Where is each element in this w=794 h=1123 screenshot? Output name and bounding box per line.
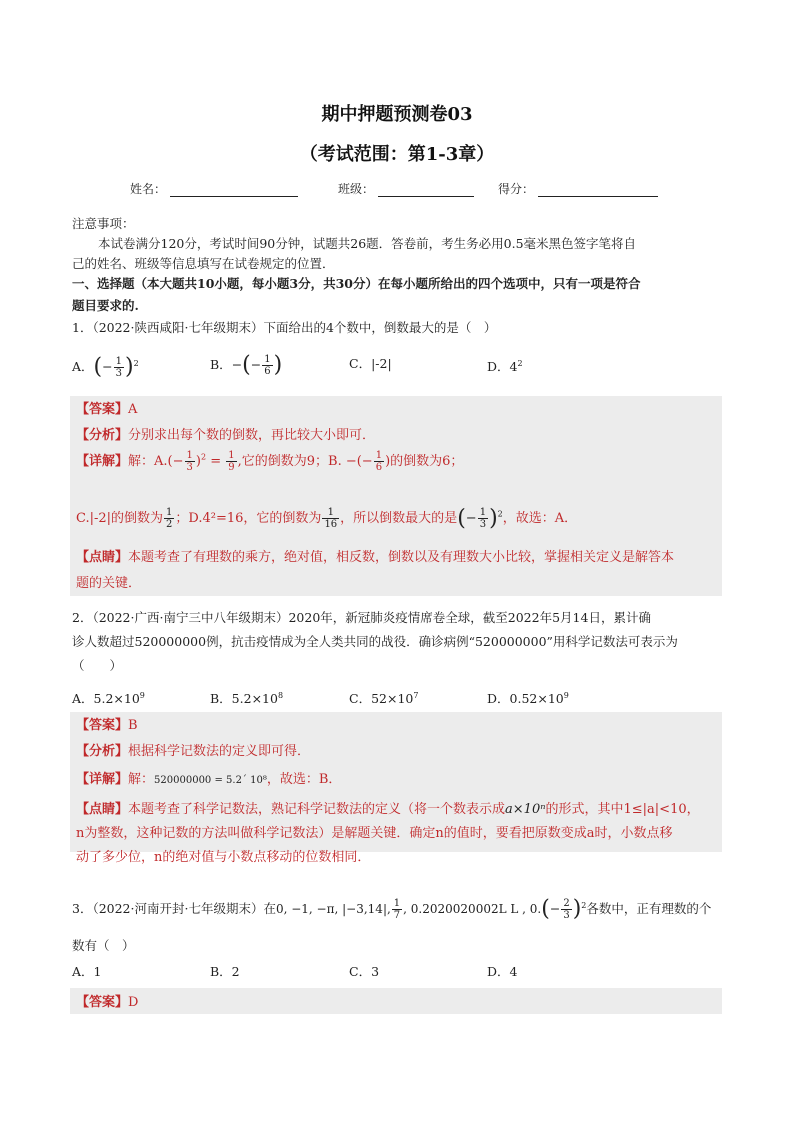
q3-option-b: B．2	[210, 964, 240, 979]
q2-option-d: D．$0.52\times 10^9$	[487, 691, 569, 707]
q2-stem-1: 2．（2022·广西·南宁三中八年级期末）2020年，新冠肺炎疫情席卷全球，截至2022年5月14日，累计确	[72, 610, 651, 625]
q2-stem-3: （ ）	[72, 658, 123, 673]
q1-option-a: A．(− $\frac{1}{3}$ )$^2$	[72, 354, 139, 380]
q1-point-1: 【点睛】本题考查了有理数的乘方，绝对值，相反数，倒数以及有理数大小比较，掌握相关定义是解答本	[76, 550, 675, 565]
q1-solution	[70, 396, 722, 596]
q1-options	[72, 354, 722, 384]
q1-point-2: 题的关键．	[76, 576, 142, 591]
q2-point-1: 【点睛】本题考查了科学记数法，熟记科学记数法的定义（将一个数表示成a×10ⁿ的形式，其中1≤|a|<10，	[76, 802, 700, 817]
q2-options	[72, 686, 722, 706]
q1-option-d: D．$4^2$	[487, 359, 523, 375]
q1-detail-1: 【详解】解：A.(− $\frac{1}{3}$ )$^2$ = $\frac{1}{9}$ ,它的倒数为9；B. −(− $\frac{1}{6}$ )的倒数为6；	[76, 450, 464, 473]
name-blank[interactable]	[170, 184, 298, 197]
class-blank[interactable]	[378, 184, 474, 197]
q2-stem-2: 诊人数超过520000000例，抗击疫情成为全人类共同的战役．确诊病例“520000000”用科学记数法可表示为	[72, 634, 678, 649]
q1-stem: 1．（2022·陕西咸阳·七年级期末）下面给出的4个数中，倒数最大的是（ ）	[72, 320, 497, 335]
q2-solution	[70, 712, 722, 865]
q3-answer: 【答案】D	[76, 995, 139, 1010]
q2-answer: 【答案】B	[76, 718, 138, 733]
q3-stem-1: 3．（2022·河南开封·七年级期末）在0, −1, −π, |−3,14|, $\frac{1}{7}$ , 0.2020020002L L , 0.(− $\frac{2}{3}$ )$^2$各数中，正有理数的个	[72, 896, 712, 922]
q2-analysis: 【分析】根据科学记数法的定义即可得．	[76, 744, 311, 759]
q1-analysis: 【分析】分别求出每个数的倒数，再比较大小即可．	[76, 428, 376, 443]
q2-point-3: 动了多少位，n的绝对值与小数点移动的位数相同．	[76, 850, 371, 865]
q3-stem-2: 数有（ ）	[72, 938, 135, 953]
score-field[interactable]: 得分：	[498, 180, 658, 197]
q3-option-c: C．3	[349, 964, 380, 979]
notes-line-1: 本试卷满分120分，考试时间90分钟，试题共26题．答卷前，考生务必用0.5毫米黑色签字笔将自	[98, 236, 637, 251]
exam-title: 期中押题预测卷03	[321, 104, 473, 125]
section-heading-1: 一、选择题（本大题共10小题，每小题3分，共30分）在每小题所给出的四个选项中，只有一项是符合	[72, 276, 641, 291]
q3-option-a: A．1	[72, 964, 102, 979]
q1-option-c: C．|-2|	[349, 356, 392, 371]
q1-answer: 【答案】A	[76, 402, 138, 417]
q1-option-b: B．−(− $\frac{1}{6}$ )	[210, 352, 283, 378]
q3-options	[72, 962, 722, 982]
q3-option-d: D．4	[487, 964, 518, 979]
notes-line-2: 己的姓名、班级等信息填写在试卷规定的位置．	[72, 256, 335, 271]
q2-detail: 【详解】解：520000000 = 5.2´ 10⁸，故选：B．	[76, 772, 342, 787]
q2-point-2: n为整数，这种记数的方法叫做科学记数法）是解题关键．确定n的值时，要看把原数变成a时，小数点移	[76, 826, 673, 841]
score-blank[interactable]	[538, 184, 658, 197]
section-heading-2: 题目要求的.	[72, 298, 139, 313]
name-field[interactable]: 姓名：	[130, 180, 298, 197]
q2-option-a: A．$5.2\times 10^9$	[72, 691, 145, 707]
class-field[interactable]: 班级：	[338, 180, 474, 197]
q2-option-c: C．$52\times 10^7$	[349, 691, 419, 707]
q1-detail-2: C.|-2|的倒数为 $\frac{1}{2}$ ；D.4²=16，它的倒数为 $\frac{1}{16}$ ，所以倒数最大的是(− $\frac{1}{3}$ )$^2$，故选：A．	[76, 506, 578, 531]
notes-heading: 注意事项：	[72, 216, 135, 231]
q2-option-b: B．$5.2\times 10^8$	[210, 691, 284, 707]
exam-subtitle: （考试范围：第1-3章）	[299, 144, 495, 165]
q3-solution	[70, 988, 722, 1014]
